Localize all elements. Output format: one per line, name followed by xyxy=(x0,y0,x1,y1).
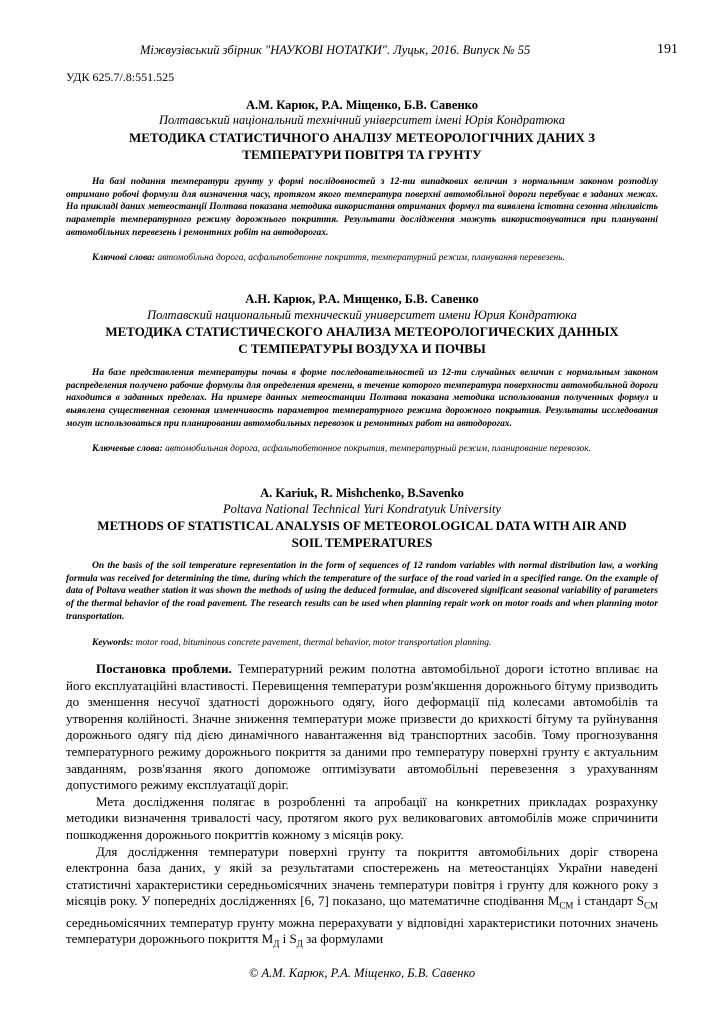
page-number: 191 xyxy=(657,42,678,57)
institution-ru: Полтавский национальный технический университет имени Юрия Кондратюка xyxy=(147,308,577,322)
paragraph-research-text-c: середньомісячних температур грунту можна перерахувати у відповідні характеристики поточних значень температури дорожнього покриття M xyxy=(66,914,658,947)
paragraph-research-text-e: за формулами xyxy=(302,931,384,947)
institution-en: Poltava National Technical Yuri Kondratyuk University xyxy=(223,502,501,516)
keywords-text-en: motor road, bituminous concrete pavement, thermal behavior, motor transportation planning. xyxy=(135,638,492,648)
keywords-ru xyxy=(66,443,658,456)
abstract-ua: На базі подання температури грунту у формі послідовностей з 12-ти випадкових величин з нормальним законом розподілу отримано робочі формули для визначення часу, протягом якого температура поверхні автомобільної дороги перебуває в заданих межах. На прикладі даних метеостанції Полтава показана методика використання отриманих формул та виявлена істотна сезонна мінливість параметрів температурного режиму дорожнього покриття. Результати дослідження можуть використовуватися при плануванні автомобільних перевезень і ремонтних робіт на автодорогах. xyxy=(66,177,658,238)
body-text xyxy=(66,661,658,952)
keywords-ua xyxy=(66,252,658,265)
paragraph-research-text-a: Для дослідження температури поверхні грунту та покриття автомобільних доріг створена електронна база даних, у якій за результатами спостережень на метеостанціях України наведені статистичні характеристики середньомісячних значень температури повітря і грунту для кожного року з місяців року. У попередніх дослідженнях [6, 7] показано, що математичне сподівання M xyxy=(66,843,658,909)
title-en: METHODS OF STATISTICAL ANALYSIS OF METEOROLOGICAL DATA WITH AIR AND SOIL TEMPERATURES xyxy=(97,518,627,550)
udk-code: УДК 625.7/.8:551.525 xyxy=(66,70,175,84)
subscript-d: Д xyxy=(296,938,303,949)
paragraph-problem-text: Температурний режим полотна автомобільної дороги істотно впливає на його експлуатаційні властивості. Перевищення температури розм'якшення дорожнього бітуму призводить до зменшення несучої здатності дорожнього одягу, його деформації під колесами автомобілів та утворення колійності. Значне зниження температури може призвести до крихкості бітуму та руйнування дорожнього одягу під дією динамічного навантаження від транспортних засобів. Тому прогнозування температурного режиму дорожнього покриття за даними про температуру поверхні грунту є актуальним завданням, розв'язання якого допоможе оптимізувати автомобільні перевезення з урахуванням допустимого режиму експлуатації доріг. xyxy=(66,661,659,793)
abstract-ru: На базе представления температуры почвы в форме последовательностей из 12-ти случайных величин с нормальным законом распределения получено рабочие формулы для определения времени, в течение которого температура поверхности автомобильной дороги находится в заданных пределах. На примере данных метеостанции Полтава показана методика использования полученных формул и выявлена существенная сезонная изменчивость параметров температурного режима дорожного покрытия. Результаты исследования могут использоваться при планировании автомобильных перевозок и ремонтных работ на автодорогах. xyxy=(66,368,658,429)
keywords-label-ru: Ключевые слова: xyxy=(92,444,163,454)
keywords-label-ua: Ключові слова: xyxy=(92,253,156,263)
paragraph-research-text-b: і стандарт S xyxy=(573,893,644,909)
authors-en: A. Kariuk, R. Mishchenko, B.Savenko xyxy=(260,486,464,500)
subscript-d: Д xyxy=(273,938,280,949)
keywords-text-ua: автомобільна дорога, асфальтобетонне покриття, температурний режим, планування перевезень. xyxy=(157,253,565,263)
title-ua: МЕТОДИКА СТАТИСТИЧНОГО АНАЛІЗУ МЕТЕОРОЛОГІЧНИХ ДАНИХ З ТЕМПЕРАТУРИ ПОВІТРЯ ТА ГРУНТУ xyxy=(129,130,595,162)
subscript-cm: СМ xyxy=(643,900,658,911)
abstract-en: On the basis of the soil temperature representation in the form of sequences of 12 random variables with normal distribution law, a working formula was received for determining the time, during which the temperature of the surface of the road varied in a specified range. On the example of data of Poltava weather station it was shown the methods of using the deduced formulae, and discovered significant seasonal variability of parameters of the thermal behavior of the road pavement. The research results can be used when planning repair work on motor roads and when planning motor transportation. xyxy=(66,561,658,622)
paragraph-lead: Постановка проблеми. xyxy=(96,661,232,676)
authors-ua: А.М. Карюк, Р.А. Міщенко, Б.В. Савенко xyxy=(246,98,478,112)
paragraph-research xyxy=(66,844,658,953)
keywords-en xyxy=(66,637,658,650)
authors-ru: А.Н. Карюк, Р.А. Мищенко, Б.В. Савенко xyxy=(245,292,479,306)
paragraph-research-text-d: і S xyxy=(279,931,297,947)
institution-ua: Полтавський національний технічний університет імені Юрія Кондратюка xyxy=(159,113,565,127)
paragraph-problem xyxy=(66,661,658,794)
keywords-label-en: Keywords: xyxy=(92,638,134,648)
paragraph-aim: Мета дослідження полягає в розробленні та апробації на конкретних прикладах розрахунку методики визначення тривалості часу, протягом якого рух великовагових автомобілів може спричинити пошкодження дорожнього покриттів кожному з місяців року. xyxy=(66,793,658,842)
journal-header: Міжвузівський збірник "НАУКОВІ НОТАТКИ". Луцьк, 2016. Випуск № 55 xyxy=(140,43,531,57)
copyright-footer: © А.М. Карюк, Р.А. Міщенко, Б.В. Савенко xyxy=(248,966,476,980)
title-ru: МЕТОДИКА СТАТИСТИЧЕСКОГО АНАЛИЗА МЕТЕОРОЛОГИЧЕСКИХ ДАННЫХ С ТЕМПЕРАТУРЫ ВОЗДУХА И ПОЧВЫ xyxy=(105,324,619,356)
keywords-text-ru: автомобильная дорога, асфальтобетонное покрытия, температурный режим, планирование перевозок. xyxy=(165,444,592,454)
subscript-cm: СМ xyxy=(559,900,574,911)
